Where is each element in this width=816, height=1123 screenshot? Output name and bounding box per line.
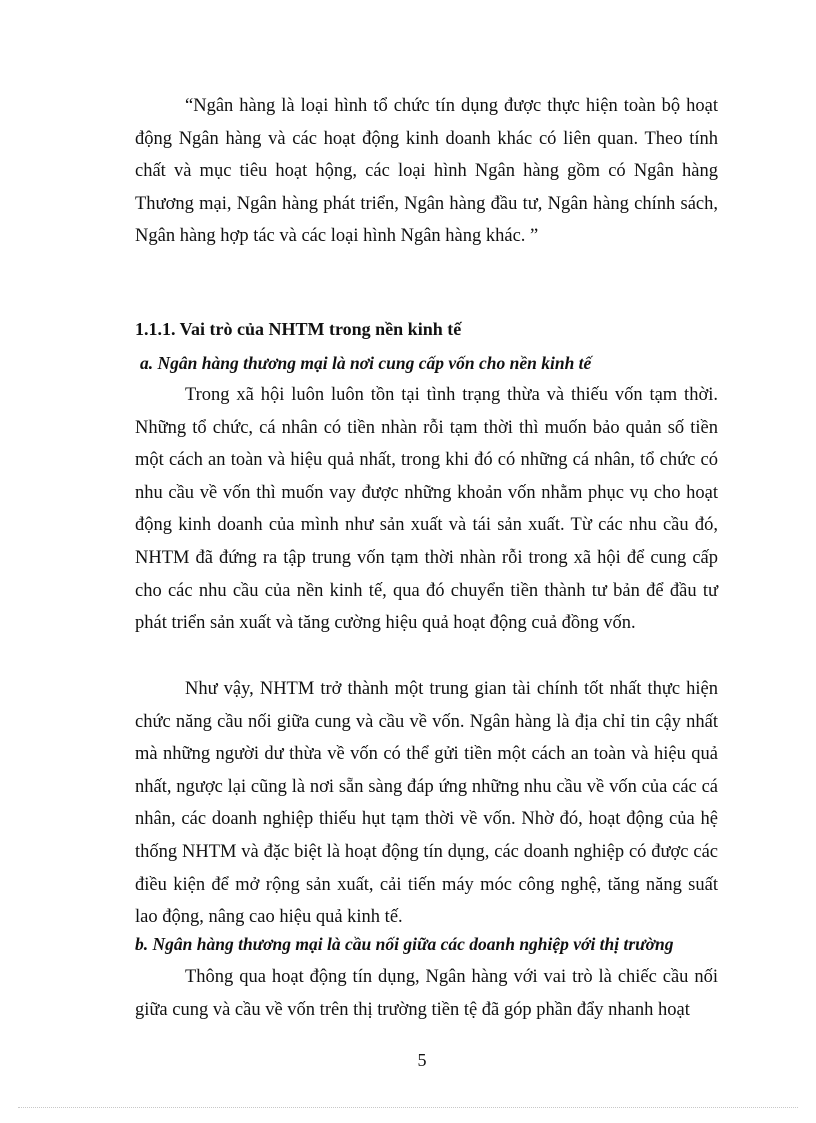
definition-paragraph: “Ngân hàng là loại hình tổ chức tín dụng được thực hiện toàn bộ hoạt động Ngân hàng và các hoạt động kinh doanh khác có liên quan. Theo tính chất và mục tiêu hoạt hộng, các loại hình Ngân hàng gồm có Ngân hàng Thương mại, Ngân hàng phát triển, Ngân hàng đầu tư, Ngân hàng chính sách, Ngân hàng hợp tác và các loại hình Ngân hàng khác. ” [135,96,718,247]
page-bottom-divider [18,1107,798,1108]
page-number: 5 [417,1050,427,1070]
subheading-a: a. Ngân hàng thương mại là nơi cung cấp vốn cho nền kinh tế [140,353,592,373]
paragraph-role-a-2: Như vậy, NHTM trở thành một trung gian tài chính tốt nhất thực hiện chức năng cầu nối giữa cung và cầu về vốn. Ngân hàng là địa chỉ tin cậy nhất mà những người dư thừa về vốn có thể gửi tiền một cách an toàn và hiệu quả nhất, ngược lại cũng là nơi sẵn sàng đáp ứng những nhu cầu về vốn của các cá nhân, các doanh nghiệp thiếu hụt tạm thời về vốn. Nhờ đó, hoạt động của hệ thống NHTM và đặc biệt là hoạt động tín dụng, các doanh nghiệp có được các điều kiện để mở rộng sản xuất, cải tiến máy móc công nghệ, tăng năng suất lao động, nâng cao hiệu quả kinh tế. [135,679,718,928]
section-heading: 1.1.1. Vai trò của NHTM trong nền kinh tế [135,319,462,339]
subheading-b: b. Ngân hàng thương mại là cầu nối giữa các doanh nghiệp với thị trường [135,934,674,954]
paragraph-role-b-1: Thông qua hoạt động tín dụng, Ngân hàng với vai trò là chiếc cầu nối giữa cung và cầu về vốn trên thị trường tiền tệ đã góp phần đẩy nhanh hoạt [135,967,718,1020]
paragraph-role-a-1: Trong xã hội luôn luôn tồn tại tình trạng thừa và thiếu vốn tạm thời. Những tổ chức, cá nhân có tiền nhàn rỗi tạm thời thì muốn bảo quản số tiền một cách an toàn và hiệu quả nhất, trong khi đó có những cá nhân, tổ chức có nhu cầu về vốn thì muốn vay được những khoản vốn nhằm phục vụ cho hoạt động kinh doanh của mình như sản xuất và tái sản xuất. Từ các nhu cầu đó, NHTM đã đứng ra tập trung vốn tạm thời nhàn rỗi trong xã hội để cung cấp cho các nhu cầu của nền kinh tế, qua đó chuyển tiền thành tư bản để đầu tư phát triển sản xuất và tăng cường hiệu quả hoạt động cuả đồng vốn. [135,385,718,634]
